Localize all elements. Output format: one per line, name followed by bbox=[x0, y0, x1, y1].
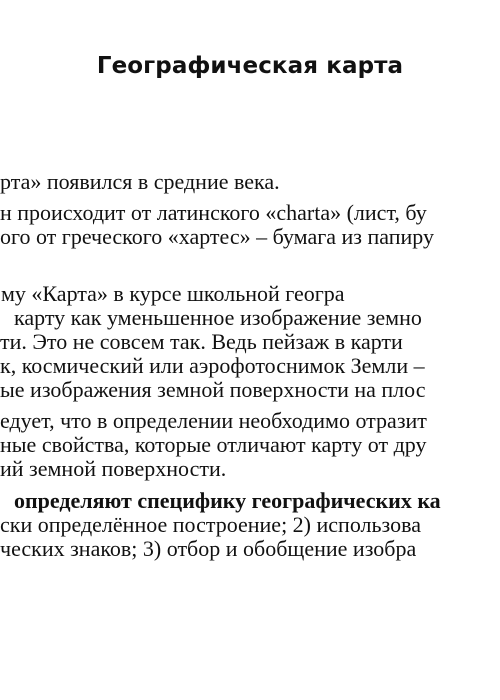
text-line: ые изображения земной поверхности на плос bbox=[0, 377, 426, 402]
text-line: му «Карта» в курсе школьной геогра bbox=[1, 281, 345, 306]
text-line: ски определённое построение; 2) использова bbox=[0, 512, 421, 537]
text-line: ти. Это не совсем так. Ведь пейзаж в карти bbox=[0, 329, 403, 354]
text-line: ные свойства, которые отличают карту от дру bbox=[0, 432, 427, 457]
text-line: ческих знаков; 3) отбор и обобщение изобра bbox=[0, 536, 417, 561]
text-line: к, космический или аэрофотоснимок Земли – bbox=[0, 353, 425, 378]
text-line: едует, что в определении необходимо отразит bbox=[0, 408, 427, 433]
text-line: н происходит от латинского «charta» (лист, бу bbox=[0, 200, 427, 225]
text-line: ого от греческого «хартес» – бумага из папиру bbox=[0, 224, 434, 249]
text-line: карту как уменьшенное изображение земно bbox=[14, 305, 422, 330]
text-line: рта» появился в средние века. bbox=[0, 169, 280, 194]
text-line-bold: определяют специфику географических ка bbox=[14, 488, 441, 513]
slide-title: Географическая карта bbox=[96, 53, 404, 79]
text-line: ий земной поверхности. bbox=[0, 456, 227, 481]
